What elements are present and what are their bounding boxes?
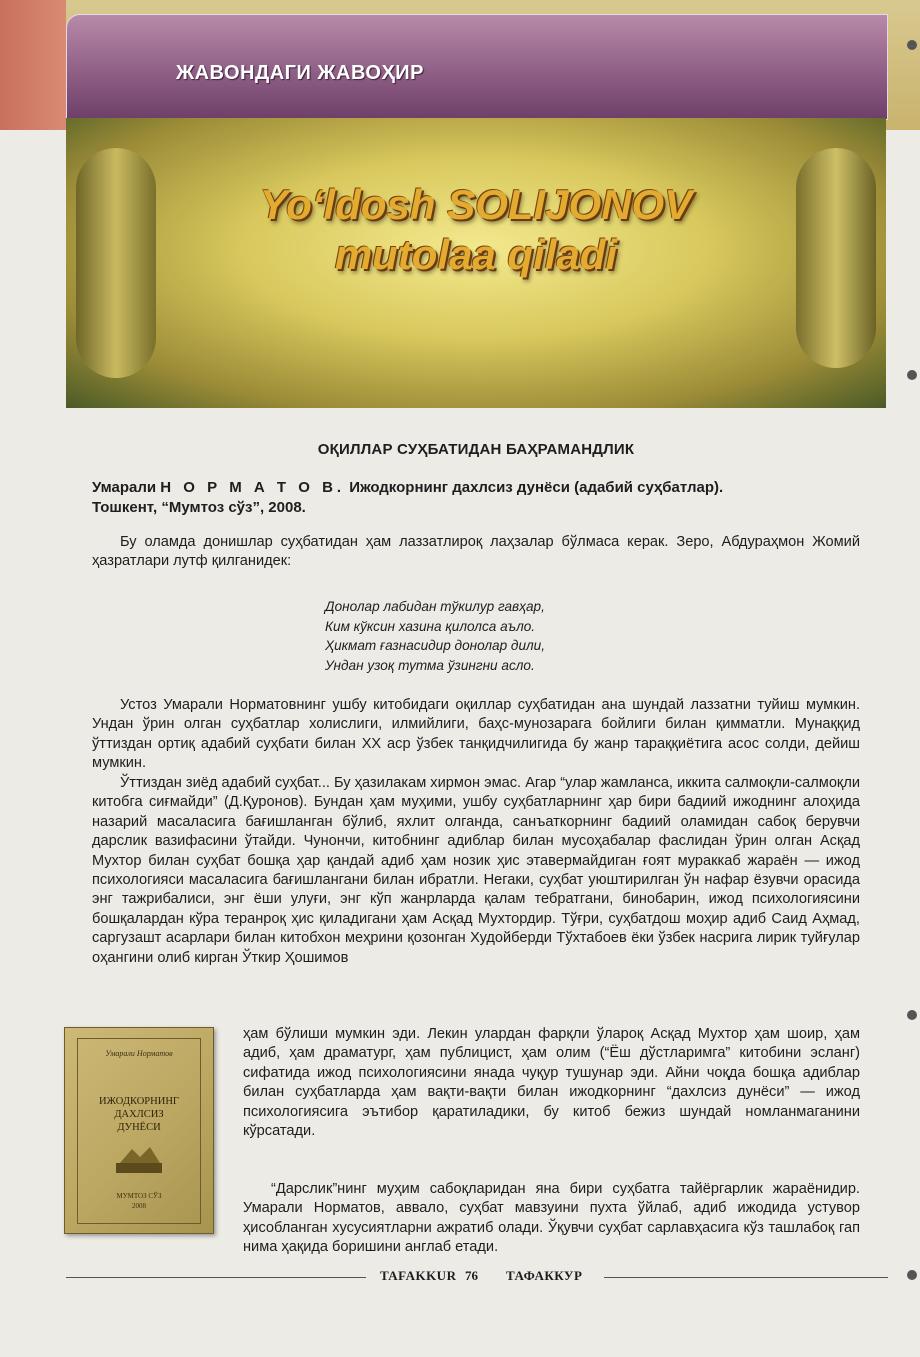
book-cover-publisher bbox=[78, 1191, 200, 1211]
verse-line: Ким кўксин хазина қилолса аъло. bbox=[325, 618, 536, 634]
footer-rule-left bbox=[66, 1277, 366, 1278]
biblio-title: Ижодкорнинг дахлсиз дунёси (адабий суҳбатлар). bbox=[349, 479, 724, 496]
banner-title-line2: mutolaa qiladi bbox=[334, 231, 618, 278]
binding-hole bbox=[907, 40, 917, 50]
book-emblem-icon bbox=[112, 1143, 166, 1177]
biblio-name: Умарали bbox=[92, 479, 157, 496]
banner-title bbox=[66, 180, 886, 280]
binding-hole bbox=[907, 370, 917, 380]
book-cover-title bbox=[78, 1095, 200, 1134]
body-paragraph-2: Ўттиздан зиёд адабий суҳбат... Бу ҳазилакам хирмон эмас. Агар “улар жамланса, иккита салмоқли-салмоқли китобга сиғмайди” (Д.Қуронов). Бундан ҳам муҳими, ушбу суҳбатларнинг ҳар бири бадиий ижоднинг алоҳида назарий масаласига бағишланган бўлиб, яхлит олганда, санъаткорнинг бадиий оламидан сабоқ берувчи дарслик вазифасини ўтайди. Чунончи, китобнинг адиблар билан мусоҳабалар фаслидан ўрин олган Асқад Мухтор билан суҳбат бошқа ҳар қандай адиб ҳам нозик ҳис этавермайдиган ғоят мураккаб жараён — ижод психологияси масаласига бағишлангани билан ибратли. Негаки, суҳбат уюштирилган ўн нафар ёзувчи орасида энг тажрибалиси, энг ёши улуғи, энг кўп жанрларда қалам тебратгани, бинобарин, ижод психологиясини бошқалардан кўра теранроқ ҳис қиладигани ҳам Асқад Мухтордир. Тўғри, суҳбатдош моҳир адиб Саид Аҳмад, саргузашт асарлари билан китобхон меҳрини қозонган Худойберди Тўхтабоев ёки ўзбек насрига лирик туйғулар оҳангини олиб кирган Ўткир Ҳошимов bbox=[92, 775, 860, 966]
footer-rule-right bbox=[604, 1277, 888, 1278]
book-cover-author: Умарали Норматов bbox=[105, 1049, 173, 1058]
article-heading: ОҚИЛЛАР СУҲБАТИДАН БАҲРАМАНДЛИК bbox=[317, 441, 635, 458]
red-side-strip bbox=[0, 0, 66, 130]
body-paragraph-1: Устоз Умарали Норматовнинг ушбу китобидаги оқиллар суҳбатидан ана шундай лаззатни туйиш мумкин. Ундан ўрин олган суҳбатлар холислиги, илмийлиги, баҳс-мунозарага бойлиги билан қимматли. Мунаққид ўттиздан ортиқ адабий суҳбати билан XX аср ўзбек танқидчилигида бу жанр тараққиётига асос солди, дейиш мумкин. bbox=[92, 697, 860, 772]
body-paragraph-3: “Дарслик”нинг муҳим сабоқларидан яна бири суҳбатга тайёргарлик жараёнидир. Умарали Норматов, аввало, суҳбат мавзуини пухта ўйлаб, адиб ижодида устувор ҳисобланган хусусиятларни ажратиб олади. Ўқувчи суҳбат сарлавҳасига кўз ташлабоқ гап нима ҳақида боришини англаб етади. bbox=[243, 1181, 860, 1256]
book-cover-title-line: ИЖОДКОРНИНГ bbox=[99, 1096, 179, 1107]
verse-line: Ҳикмат ғазнасидир донолар дили, bbox=[325, 638, 546, 653]
verse-line: Донолар лабидан тўкилур гавҳар, bbox=[325, 599, 545, 614]
footer-journal-cyrillic: ТАФАККУР bbox=[506, 1268, 583, 1283]
intro-paragraph: Бу оламда донишлар суҳбатидан ҳам лаззатлироқ лаҳзалар бўлмаса керак. Зеро, Абдураҳмон Жомий ҳазратлари лутф қилганидек: bbox=[92, 534, 860, 570]
banner-title-line1: Yo‘ldosh SOLIJONOV bbox=[259, 181, 693, 228]
biblio-surname: Н О Р М А Т О В. bbox=[160, 479, 346, 496]
binding-hole bbox=[907, 1010, 917, 1020]
page-number: 76 bbox=[465, 1268, 478, 1283]
book-cover-year: 2008 bbox=[132, 1202, 146, 1210]
book-cover-title-line: ДУНЁСИ bbox=[117, 1122, 161, 1133]
section-title: ЖАВОНДАГИ ЖАВОҲИР bbox=[176, 62, 425, 84]
body-paragraph-2-continued: ҳам бўлиши мумкин эди. Лекин улардан фарқли ўлароқ Асқад Мухтор ҳам шоир, ҳам адиб, ҳам драматург, ҳам публицист, ҳам олим (“Ёш дўстларимга” китобини эсланг) сифатида ижод психологиясини янада чуқур тушунар эди. Айни чоқда бошқа адиблар билан суҳбатларда ҳам вақти-вақти билан ижодкорнинг “дахлсиз дунёси” — ижод психологиясига эътибор қаратиладики, бу китоб бежиз шундай номланмаганини кўрсатади. bbox=[243, 1026, 860, 1140]
book-cover-image bbox=[64, 1027, 214, 1234]
binding-hole bbox=[907, 1270, 917, 1280]
biblio-publisher: Тошкент, “Мумтоз сўз”, 2008. bbox=[92, 499, 306, 516]
verse-line: Ундан узоқ тутма ўзингни асло. bbox=[325, 657, 535, 673]
book-cover-title-line: ДАХЛСИЗ bbox=[114, 1109, 164, 1120]
book-cover-frame bbox=[77, 1038, 201, 1224]
footer-journal-latin: TAFAKKUR bbox=[380, 1268, 457, 1283]
bibliographic-reference bbox=[92, 478, 852, 518]
verse-quote bbox=[325, 597, 545, 675]
book-cover-publisher-name: МУМТОЗ СЎЗ bbox=[116, 1192, 162, 1200]
